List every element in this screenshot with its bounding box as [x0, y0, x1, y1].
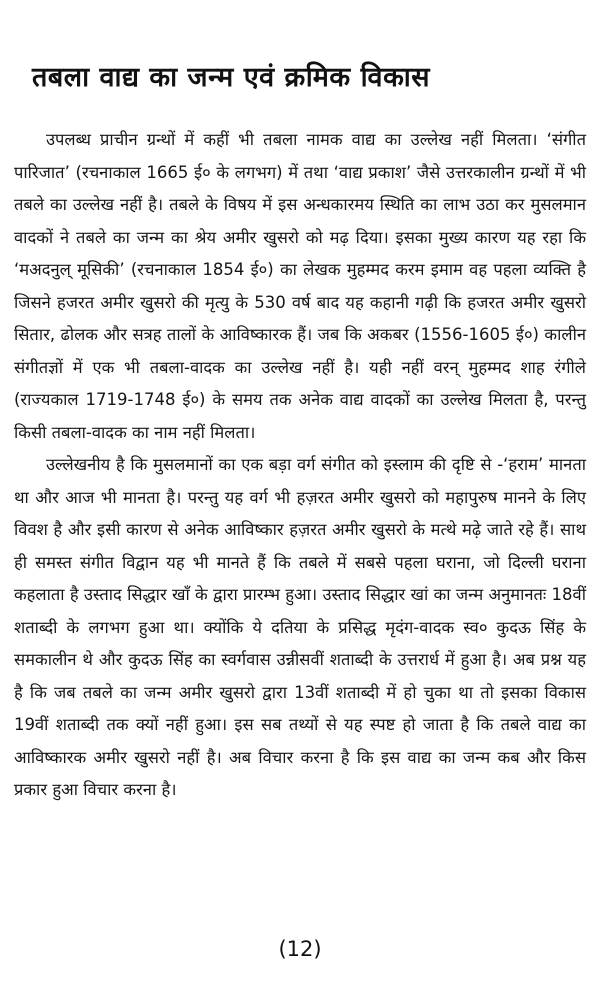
chapter-title: तबला वाद्य का जन्म एवं क्रमिक विकास: [32, 62, 431, 93]
paragraph-2: उल्लेखनीय है कि मुसलमानों का एक बड़ा वर्ग संगीत को इस्लाम की दृष्टि से -‘हराम’ मानता था और आज भी मानता है। परन्तु यह वर्ग भी हज़रत अमीर खुसरो को महापुरुष मानने के लिए विवश है और इसी कारण से अनेक आविष्कार हज़रत अमीर खुसरो के मत्थे मढ़े जाते रहे हैं। साथ ही समस्त संगीत विद्वान यह भी मानते हैं कि तबले में सबसे पहला घराना, जो दिल्ली घराना कहलाता है उस्ताद सिद्धार खाँ के द्वारा प्रारम्भ हुआ। उस्ताद सिद्धार खां का जन्म अनुमानतः 18वीं शताब्दी के लगभग हुआ था। क्योंकि ये दतिया के प्रसिद्ध मृदंग-वादक स्व० कुदऊ सिंह के समकालीन थे और कुदऊ सिंह का स्वर्गवास उन्नीसवीं शताब्दी के उत्तरार्ध में हुआ है। अब प्रश्न यह है कि जब तबले का जन्म अमीर खुसरो द्वारा 13वीं शताब्दी में हो चुका था तो इसका विकास 19वीं शताब्दी तक क्यों नहीं हुआ। इस सब तथ्यों से यह स्पष्ट हो जाता है कि तबले वाद्य का आविष्कारक अमीर खुसरो नहीं है। अब विचार करना है कि इस वाद्य का जन्म कब और किस प्रकार हुआ विचार करना है।: [14, 455, 586, 799]
page-number: (12): [278, 937, 322, 961]
paragraph-1: उपलब्ध प्राचीन ग्रन्थों में कहीं भी तबला नामक वाद्य का उल्लेख नहीं मिलता। ‘संगीत पारिजात’ (रचनाकाल 1665 ई० के लगभग) में तथा ‘वाद्य प्रकाश’ जैसे उत्तरकालीन ग्रन्थों में भी तबले का उल्लेख नहीं है। तबले के विषय में इस अन्धकारमय स्थिति का लाभ उठा कर मुसलमान वादकों ने तबले का जन्म का श्रेय अमीर खुसरो को मढ़ दिया। इसका मुख्य कारण यह रहा कि ‘मअदनुल् मूसिकी’ (रचनाकाल 1854 ई०) का लेखक मुहम्मद करम इमाम वह पहला व्यक्ति है जिसने हजरत अमीर खुसरो की मृत्यु के 530 वर्ष बाद यह कहानी गढ़ी कि हजरत अमीर खुसरो सितार, ढोलक और सत्रह तालों के आविष्कारक हैं। जब कि अकबर (1556-1605 ई०) कालीन संगीतज्ञों में एक भी तबला-वादक का उल्लेख नहीं है। यही नहीं वरन् मुहम्मद शाह रंगीले (राज्यकाल 1719-1748 ई०) के समय तक अनेक वाद्य वादकों का उल्लेख मिलता है, परन्तु किसी तबला-वादक का नाम नहीं मिलता।: [14, 130, 586, 442]
